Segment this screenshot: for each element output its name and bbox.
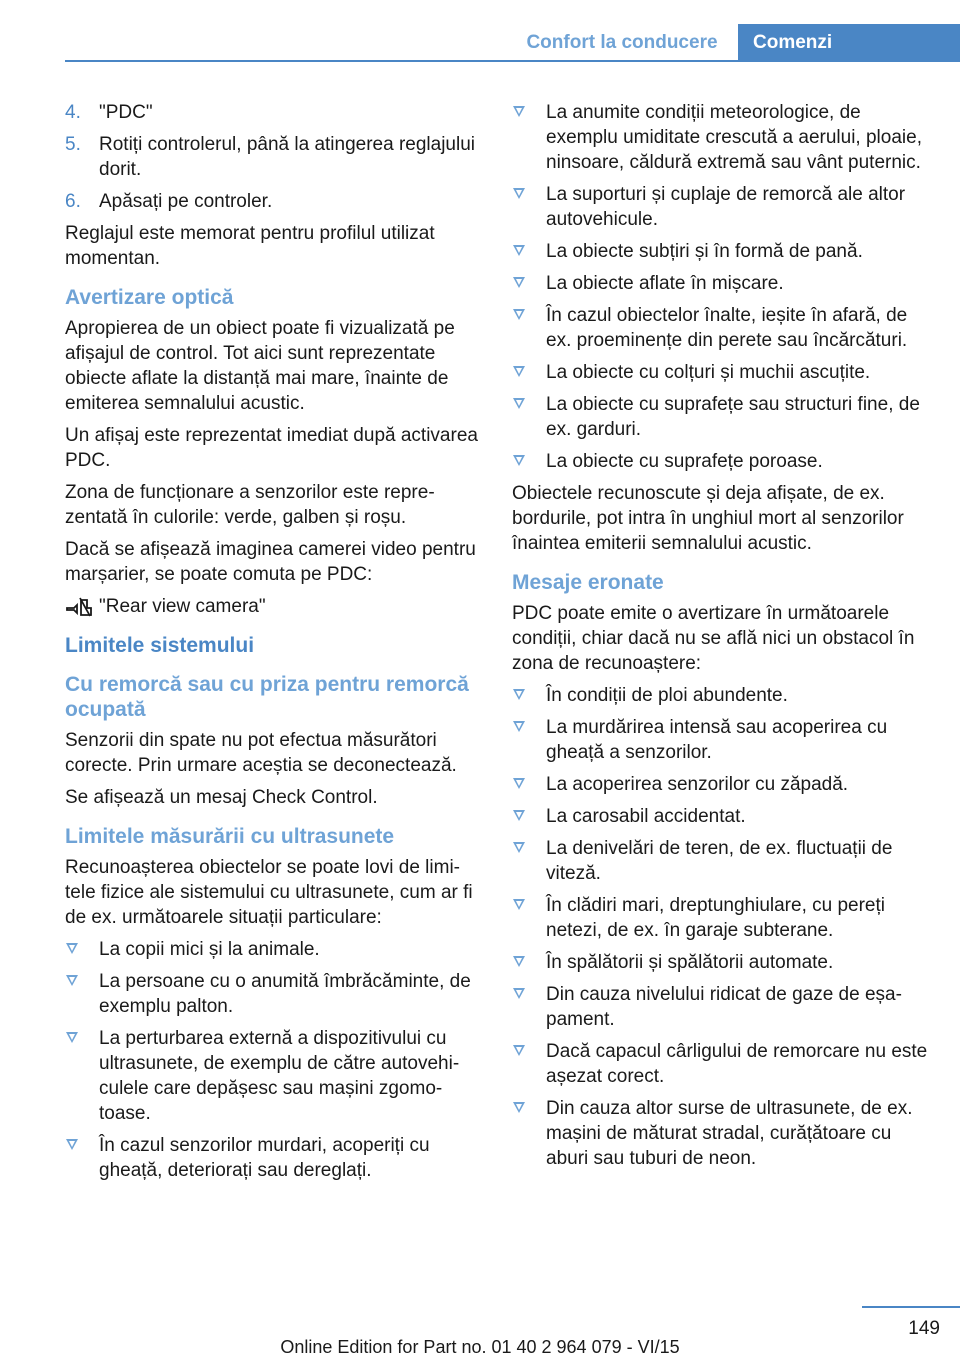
edition-footer: Online Edition for Part no. 01 40 2 964 079 - VI/15 <box>280 1337 680 1357</box>
paragraph: Reglajul este memorat pentru profilul utilizat momentan. <box>65 223 435 269</box>
step-number: 4. <box>65 102 81 123</box>
list-item <box>512 100 928 175</box>
list-item <box>512 1039 928 1089</box>
bullet-triangle-icon <box>513 810 525 821</box>
list-item <box>512 982 928 1032</box>
list-item-text: Din cauza altor surse de ultrasunete, de ex. mașini de măturat stradal, curățătoare cu aburi sau tuburi de neon. <box>546 1098 913 1169</box>
paragraph: Zona de funcționare a senzorilor este reprezentată în culorile: verde, galben și roșu. <box>65 482 435 528</box>
list-item-text: La persoane cu o anumită îmbrăcăminte, de exemplu palton. <box>99 971 471 1017</box>
list-item-text: La denivelări de teren, de ex. fluctuații de viteză. <box>546 838 893 884</box>
page-header <box>0 0 960 62</box>
list-item <box>512 303 928 353</box>
step-text: "PDC" <box>99 102 153 123</box>
list-item <box>512 893 928 943</box>
list-item-text: Din cauza nivelului ridicat de gaze de eșapament. <box>546 984 902 1030</box>
list-item-text: La perturbarea externă a dispozitivului cu ultrasunete, de exemplu de către autovehiculele care depășesc sau mașini zgomotoase. <box>99 1028 460 1124</box>
list-item <box>512 804 928 829</box>
header-rule <box>65 60 960 62</box>
paragraph: Senzorii din spate nu pot efectua măsurători corecte. Prin urmare aceștia se deconectează. <box>65 730 457 776</box>
bullet-triangle-icon <box>513 689 525 700</box>
list-item-text: La copii mici și la animale. <box>99 939 320 960</box>
list-item-text: La murdărirea intensă sau acoperirea cu gheață a senzorilor. <box>546 717 888 763</box>
bullet-triangle-icon <box>513 1102 525 1113</box>
list-item-text: La acoperirea senzorilor cu zăpadă. <box>546 774 849 795</box>
paragraph: PDC poate emite o avertizare în următoarele condiții, chiar dacă nu se află nici un obstacol în zona de recunoaștere: <box>512 603 915 674</box>
step-text: Rotiți controlerul, până la atingerea reglajului dorit. <box>99 134 476 180</box>
list-item <box>512 1096 928 1171</box>
right-column <box>512 100 928 1178</box>
heading-error-messages: Mesaje eronate <box>512 571 664 594</box>
paragraph: Apropierea de un obiect poate fi vizualizată pe afișajul de control. Tot aici sunt reprezentate obiecte aflate la distanță mai mare, înainte de emiterea semnalului acustic. <box>65 318 455 414</box>
paragraph: Obiectele recunoscute și deja afișate, de ex. bordurile, pot intra în unghiul mort al senzorilor înaintea emiterii semnalului acustic. <box>512 483 904 554</box>
list-item-text: Dacă capacul cârligului de remorcare nu este așezat corect. <box>546 1041 928 1087</box>
bullet-triangle-icon <box>513 721 525 732</box>
step-item <box>65 100 480 125</box>
list-item <box>512 772 928 797</box>
bullet-triangle-icon <box>513 188 525 199</box>
bullet-triangle-icon <box>513 988 525 999</box>
bullet-triangle-icon <box>66 1032 78 1043</box>
footer-rule <box>862 1306 960 1308</box>
list-item <box>512 392 928 442</box>
list-item-text: În condiții de ploi abundente. <box>546 685 788 706</box>
left-column <box>65 100 480 1190</box>
list-item <box>65 1133 480 1183</box>
bullet-triangle-icon <box>513 366 525 377</box>
paragraph: Recunoașterea obiectelor se poate lovi de limitele fizice ale sistemului cu ultrasunete, cum ar fi de ex. următoarele situații particulare: <box>65 857 473 928</box>
list-item-text: La obiecte cu suprafețe poroase. <box>546 451 823 472</box>
list-item-text: La obiecte cu colțuri și muchii ascuțite. <box>546 362 871 383</box>
list-item <box>512 360 928 385</box>
rear-view-camera-icon <box>65 596 93 618</box>
list-item <box>65 969 480 1019</box>
list-item <box>65 937 480 962</box>
list-item-text: În cazul obiectelor înalte, ieșite în afară, de ex. proeminențe din perete sau încărcături. <box>546 305 908 351</box>
heading-ultrasound-limits: Limitele măsurării cu ultrasunete <box>65 825 395 848</box>
bullet-triangle-icon <box>66 1139 78 1150</box>
chapter-title: Comenzi <box>738 24 960 62</box>
heading-optical-warning: Avertizare optică <box>65 286 234 309</box>
icon-label: "Rear view camera" <box>99 596 266 617</box>
paragraph: Se afișează un mesaj Check Control. <box>65 787 378 808</box>
section-title: Confort la conducere <box>526 32 718 53</box>
list-item-text: La suporturi și cuplaje de remorcă ale altor autovehicule. <box>546 184 906 230</box>
bullet-triangle-icon <box>513 899 525 910</box>
list-item <box>512 182 928 232</box>
list-item-text: La anumite condiții meteorologice, de exemplu umiditate crescută a aerului, ploaie, ninsoare, căldură extremă sau vânt puternic. <box>546 102 922 173</box>
step-number: 5. <box>65 134 81 155</box>
bullet-triangle-icon <box>66 943 78 954</box>
page-number: 149 <box>908 1318 940 1339</box>
bullet-triangle-icon <box>513 1045 525 1056</box>
bullet-triangle-icon <box>66 975 78 986</box>
step-text: Apăsați pe controler. <box>99 191 273 212</box>
list-item <box>512 836 928 886</box>
paragraph: Dacă se afișează imaginea camerei video pentru marșarier, se poate comuta pe PDC: <box>65 539 476 585</box>
bullet-triangle-icon <box>513 455 525 466</box>
list-item-text: În clădiri mari, dreptunghiulare, cu pereți netezi, de ex. în garaje subterane. <box>546 895 886 941</box>
bullet-triangle-icon <box>513 245 525 256</box>
step-item <box>65 189 480 214</box>
bullet-triangle-icon <box>513 956 525 967</box>
step-item <box>65 132 480 182</box>
list-item-text: La carosabil accidentat. <box>546 806 746 827</box>
bullet-triangle-icon <box>513 277 525 288</box>
list-item <box>512 950 928 975</box>
bullet-triangle-icon <box>513 778 525 789</box>
list-item <box>512 449 928 474</box>
list-item <box>512 715 928 765</box>
list-item-text: La obiecte cu suprafețe sau structuri fine, de ex. garduri. <box>546 394 920 440</box>
list-item-text: În cazul senzorilor murdari, acoperiți cu gheață, deteriorați sau dereglați. <box>99 1135 430 1181</box>
bullet-triangle-icon <box>513 309 525 320</box>
bullet-triangle-icon <box>513 842 525 853</box>
list-item <box>512 683 928 708</box>
list-item-text: În spălătorii și spălătorii automate. <box>546 952 834 973</box>
bullet-triangle-icon <box>513 398 525 409</box>
heading-trailer: Cu remorcă sau cu priza pentru remorcă ocupată <box>65 673 469 721</box>
list-item <box>65 1026 480 1126</box>
bullet-triangle-icon <box>513 106 525 117</box>
heading-system-limits: Limitele sistemului <box>65 634 255 657</box>
list-item <box>512 239 928 264</box>
list-item <box>512 271 928 296</box>
list-item-text: La obiecte subțiri și în formă de pană. <box>546 241 863 262</box>
step-number: 6. <box>65 191 81 212</box>
paragraph: Un afișaj este reprezentat imediat după activarea PDC. <box>65 425 478 471</box>
icon-row <box>65 594 480 619</box>
list-item-text: La obiecte aflate în mișcare. <box>546 273 784 294</box>
